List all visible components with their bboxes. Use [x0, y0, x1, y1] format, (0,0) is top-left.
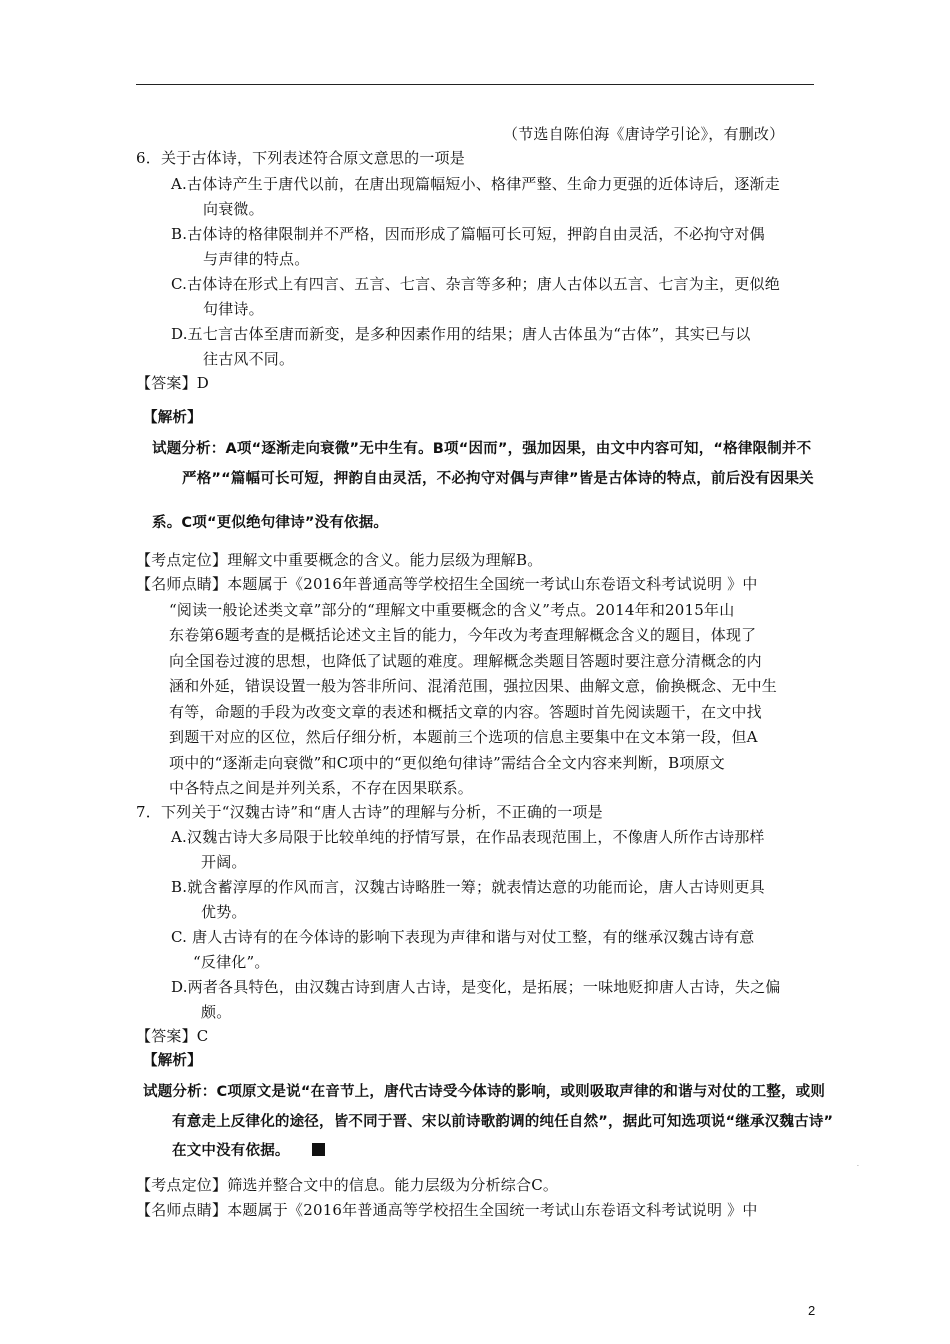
- q6-mingshi-line-2: “阅读一般论述类文章”部分的“理解文中重要概念的含义”考点。2014年和2015年山: [169, 601, 735, 619]
- q7-analysis-line-3: [172, 1140, 325, 1162]
- q6-mingshi-line-7: 到题干对应的区位，然后仔细分析，本题前三个选项的信息主要集中在文本第一段，但A: [169, 728, 758, 746]
- q7-option-d-cont: 颇。: [201, 1003, 232, 1021]
- q7-analysis-title: 【解析】: [143, 1053, 202, 1069]
- q6-option-b-cont: 与声律的特点。: [203, 250, 310, 268]
- q6-analysis-title: 【解析】: [143, 410, 202, 426]
- header-rule: [136, 84, 814, 85]
- q7-answer: 【答案】C: [136, 1027, 209, 1045]
- q6-mingshi-line-1: 【名师点睛】本题属于《2016年普通高等学校招生全国统一考试山东卷语文科考试说明 》中: [136, 575, 758, 593]
- end-square-mark: [312, 1143, 325, 1156]
- q7-kaodian: 【考点定位】筛选并整合文中的信息。能力层级为分析综合C。: [136, 1176, 559, 1194]
- q7-analysis-line-2: 有意走上反律化的途径，皆不同于晋、宋以前诗歌韵调的纯任自然”，据此可知选项说“继承汉魏古诗”: [172, 1114, 834, 1130]
- q7-option-a: A.汉魏古诗大多局限于比较单纯的抒情写景，在作品表现范围上，不像唐人所作古诗那样: [171, 828, 765, 846]
- q6-option-c: C.古体诗在形式上有四言、五言、七言、杂言等多种；唐人古体以五言、七言为主，更似绝: [171, 275, 780, 293]
- q7-option-c-cont: “反律化”。: [193, 953, 270, 971]
- q6-mingshi-line-4: 向全国卷过渡的思想，也降低了试题的难度。理解概念类题目答题时要注意分清概念的内: [169, 652, 762, 670]
- q6-analysis-line-2: 严格”“篇幅可长可短，押韵自由灵活，不必拘守对偶与声律”皆是古体诗的特点，前后没有因果关: [182, 471, 814, 487]
- q6-option-a-cont: 向衰微。: [203, 200, 264, 218]
- q6-analysis-line-1: 试题分析：A项“逐渐走向衰微”无中生有。B项“因而”，强加因果，由文中内容可知，“格律限制并不: [152, 441, 812, 457]
- q7-option-d: D.两者各具特色，由汉魏古诗到唐人古诗，是变化，是拓展；一味地贬抑唐人古诗，失之偏: [171, 978, 781, 996]
- q6-option-c-cont: 句律诗。: [203, 300, 264, 318]
- q6-mingshi-line-5: 涵和外延，错误设置一般为答非所问、混淆范围，强拉因果、曲解文意，偷换概念、无中生: [169, 677, 778, 695]
- q6-option-d-cont: 往古风不同。: [203, 350, 295, 368]
- q6-mingshi-line-9: 中各特点之间是并列关系，不存在因果联系。: [169, 779, 474, 797]
- q6-kaodian: 【考点定位】理解文中重要概念的含义。能力层级为理解B。: [136, 551, 543, 569]
- q7-option-b-cont: 优势。: [201, 903, 247, 921]
- page-number: 2: [808, 1303, 816, 1318]
- q6-option-a: A.古体诗产生于唐代以前，在唐出现篇幅短小、格律严整、生命力更强的近体诗后，逐渐走: [171, 175, 780, 193]
- q6-answer: 【答案】D: [136, 374, 210, 392]
- q6-analysis-line-3: 系。C项“更似绝句律诗”没有依据。: [152, 515, 389, 531]
- stray-dot: ·: [857, 1163, 859, 1170]
- q7-analysis-line-3-text: 在文中没有依据。: [172, 1143, 290, 1159]
- q7-mingshi-line-1: 【名师点睛】本题属于《2016年普通高等学校招生全国统一考试山东卷语文科考试说明 》中: [136, 1201, 758, 1219]
- q7-option-a-cont: 开阔。: [201, 853, 247, 871]
- q6-mingshi-line-3: 东卷第6题考查的是概括论述文主旨的能力，今年改为考查理解概念含义的题目，体现了: [169, 626, 757, 644]
- q6-option-d: D.五七言古体至唐而新变，是多种因素作用的结果；唐人古体虽为“古体”，其实已与以: [171, 325, 751, 343]
- q7-option-c: C. 唐人古诗有的在今体诗的影响下表现为声律和谐与对仗工整，有的继承汉魏古诗有意: [171, 928, 755, 946]
- q6-mingshi-line-8: 项中的“逐渐走向衰微”和C项中的“更似绝句律诗”需结合全文内容来判断，B项原文: [169, 754, 725, 772]
- q7-option-b: B.就含蓄淳厚的作风而言，汉魏古诗略胜一筹；就表情达意的功能而论，唐人古诗则更具: [171, 878, 765, 896]
- q7-analysis-line-1: 试题分析：C项原文是说“在音节上，唐代古诗受今体诗的影响，或则吸取声律的和谐与对仗的工整，或则: [143, 1084, 826, 1100]
- q7-stem: 7．下列关于“汉魏古诗”和“唐人古诗”的理解与分析，不正确的一项是: [136, 803, 603, 821]
- source-note: （节选自陈伯海《唐诗学引论》，有删改）: [503, 125, 785, 143]
- q6-stem: 6．关于古体诗，下列表述符合原文意思的一项是: [136, 149, 465, 167]
- q6-option-b: B.古体诗的格律限制并不严格，因而形成了篇幅可长可短，押韵自由灵活，不必拘守对偶: [171, 225, 765, 243]
- q6-mingshi-line-6: 有等，命题的手段为改变文章的表述和概括文章的内容。答题时首先阅读题干，在文中找: [169, 703, 762, 721]
